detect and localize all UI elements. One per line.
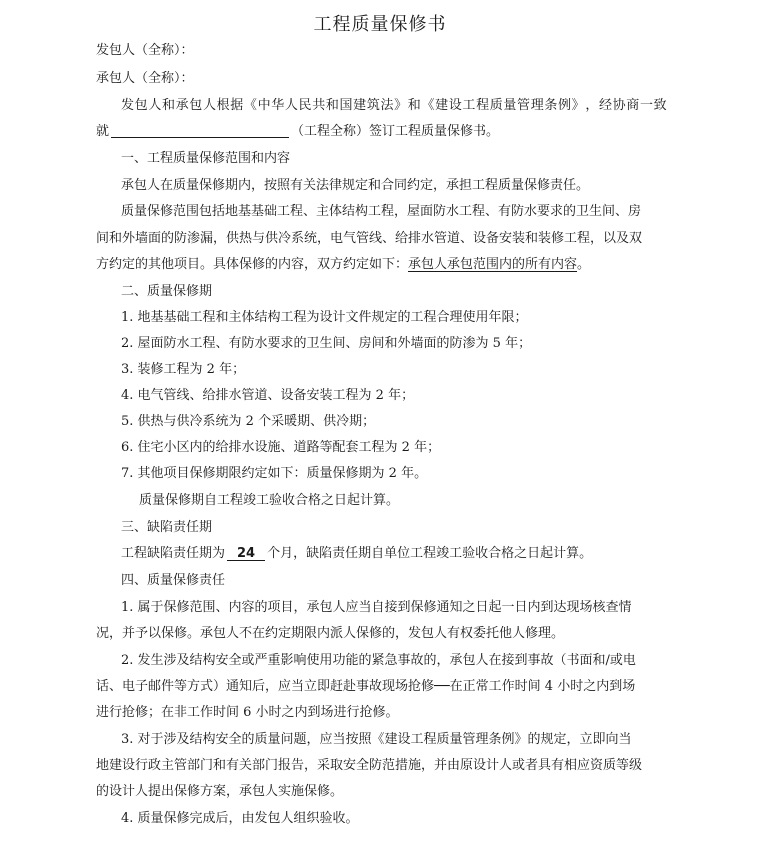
intro-char: 一: [639, 98, 653, 113]
responsibility-3-line-2: 地建设行政主管部门和有关部门报告，采取安全防范措施，并由原设计人或者具有相应资质等级: [96, 758, 643, 773]
responsibility-2-line-2: 话、电子邮件等方式）通知后，应当立即赶赴事故现场抢修──在正常工作时间 4 小时之内到场: [96, 679, 636, 694]
warranty-item: 5. 供热与供冷系统为 2 个采暖期、供冷期；: [121, 414, 376, 429]
intro-char: 法: [380, 98, 394, 113]
intro-char: 工: [462, 98, 476, 113]
defect-months-value: 24: [227, 545, 265, 561]
responsibility-1-line-1: 1. 属于保修范围、内容的项目，承包人应当自接到保修通知之日起一日内到达现场核查情: [121, 600, 632, 615]
section-2-heading: 二、质量保修期: [121, 284, 213, 299]
intro-char: 和: [407, 98, 421, 113]
intro-char: 《: [421, 98, 435, 113]
warranty-item: 6. 住宅小区内的给排水设施、道路等配套工程为 2 年；: [121, 440, 441, 455]
warranty-item: 2. 屋面防水工程、有防水要求的卫生间、房间和外墙面的防渗为 5 年；: [121, 336, 532, 351]
section-1-paragraph-2-line-3: [96, 256, 590, 274]
document-title: 工程质量保修书: [313, 14, 447, 35]
defect-prefix: 工程缺陷责任期为: [121, 546, 226, 561]
intro-char: 质: [489, 98, 503, 113]
intro-char: 民: [298, 98, 312, 113]
warranty-item: 1. 地基基础工程和主体结构工程为设计文件规定的工程合理使用年限；: [121, 310, 528, 325]
intro-char: 人: [148, 98, 162, 113]
intro-char: 量: [503, 98, 517, 113]
responsibility-3-line-1: 3. 对于涉及结构安全的质量问题，应当按照《建设工程质量管理条例》的规定，立即向当: [121, 732, 632, 747]
intro-char: 人: [202, 98, 216, 113]
intro-char: 》: [571, 98, 585, 113]
intro-char: 和: [325, 98, 339, 113]
scope-prefix: 方约定的其他项目。具体保修的内容，双方约定如下：: [96, 257, 409, 272]
responsibility-1-line-2: 况，并予以保修。承包人不在约定期限内派人保修的，发包人有权委托他人修理。: [96, 626, 565, 641]
intro-char: ，: [585, 98, 599, 113]
intro-char: 据: [230, 98, 244, 113]
intro-char: 》: [394, 98, 408, 113]
intro-char: 理: [530, 98, 544, 113]
intro-char: 承: [175, 98, 189, 113]
intro-char: 发: [121, 98, 135, 113]
intro-char: 和: [161, 98, 175, 113]
responsibility-4: 4. 质量保修完成后，由发包人组织验收。: [121, 811, 359, 826]
intro-line-2: [96, 123, 499, 141]
intro-char: 筑: [366, 98, 380, 113]
scope-agreed-content: 承包人承包范围内的所有内容: [408, 257, 578, 272]
intro-char: 条: [544, 98, 558, 113]
warranty-item: 7. 其他项目保修期限约定如下：质量保修期为 2 年。: [121, 466, 428, 481]
intro-char: 人: [284, 98, 298, 113]
section-3-heading: 三、缺陷责任期: [121, 520, 213, 535]
intro-line-1: [121, 97, 667, 115]
intro-char: 致: [653, 98, 667, 113]
intro-prefix: 就: [96, 124, 110, 139]
responsibility-2-line-3: 进行抢修；在非工作时间 6 小时之内到场进行抢修。: [96, 705, 399, 720]
intro-char: 建: [435, 98, 449, 113]
intro-char: 中: [257, 98, 271, 113]
party-b-label: 承包人（全称）：: [96, 71, 194, 86]
intro-char: 华: [271, 98, 285, 113]
intro-char: 根: [216, 98, 230, 113]
scope-suffix: 。: [577, 257, 591, 272]
warranty-item: 3. 装修工程为 2 年；: [121, 362, 246, 377]
defect-suffix: 个月，缺陷责任期自单位工程竣工验收合格之日起计算。: [267, 546, 593, 561]
intro-suffix: （工程全称）签订工程质量保修书。: [291, 124, 500, 139]
warranty-item: 4. 电气管线、给排水管道、设备安装工程为 2 年；: [121, 388, 415, 403]
section-1-heading: 一、工程质量保修范围和内容: [121, 151, 291, 166]
intro-char: 程: [476, 98, 490, 113]
intro-char: 包: [134, 98, 148, 113]
responsibility-2-line-1: 2. 发生涉及结构安全或严重影响使用功能的紧急事故的，承包人在接到事故（书面和/或电: [121, 653, 636, 668]
section-4-heading: 四、质量保修责任: [121, 573, 226, 588]
intro-char: 包: [189, 98, 203, 113]
intro-char: 《: [243, 98, 257, 113]
intro-char: 例: [558, 98, 572, 113]
intro-char: 建: [353, 98, 367, 113]
section-1-paragraph-2-line-1: 质量保修范围包括地基基础工程、主体结构工程，屋面防水工程、有防水要求的卫生间、房: [121, 204, 642, 219]
defect-liability-period: [121, 545, 592, 563]
intro-char: 管: [517, 98, 531, 113]
warranty-period-note: 质量保修期自工程竣工验收合格之日起计算。: [139, 493, 400, 508]
party-a-label: 发包人（全称）：: [96, 43, 194, 58]
intro-char: 设: [448, 98, 462, 113]
intro-char: 协: [612, 98, 626, 113]
project-name-blank[interactable]: [111, 123, 289, 138]
intro-char: 经: [598, 98, 612, 113]
section-1-paragraph-1: 承包人在质量保修期内，按照有关法律规定和合同约定，承担工程质量保修责任。: [121, 178, 590, 193]
section-1-paragraph-2-line-2: 间和外墙面的防渗漏，供热与供冷系统，电气管线、给排水管道、设备安装和装修工程，以及双: [96, 231, 643, 246]
intro-char: 共: [312, 98, 326, 113]
intro-char: 商: [626, 98, 640, 113]
intro-char: 国: [339, 98, 353, 113]
responsibility-3-line-3: 的设计人提出保修方案，承包人实施保修。: [96, 784, 344, 799]
